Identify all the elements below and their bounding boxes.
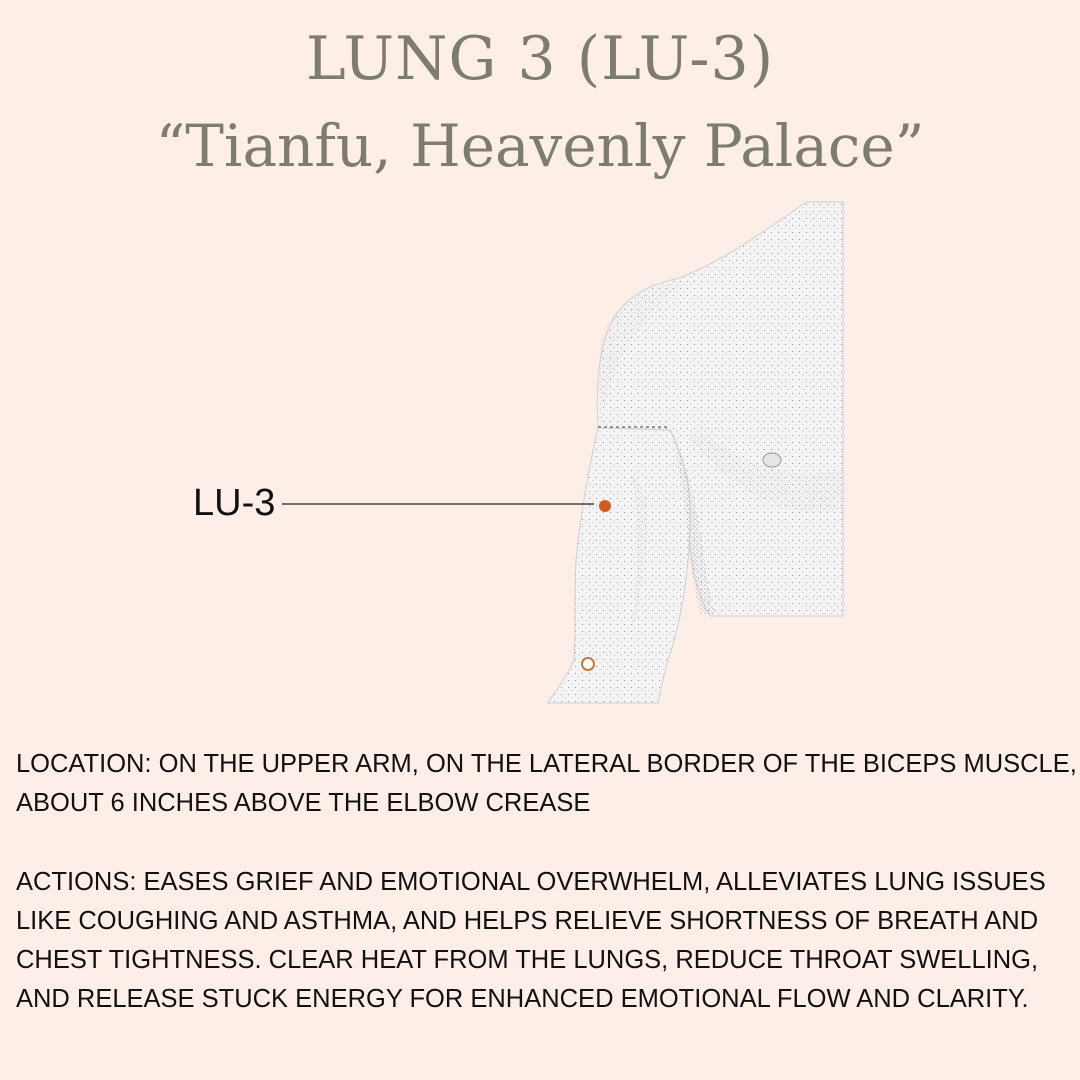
location-description: LOCATION: ON THE UPPER ARM, ON THE LATERAL BORDER OF THE BICEPS MUSCLE, ABOUT 6 INCHES ABOVE THE ELBOW CREASE bbox=[16, 750, 1077, 817]
point-name-subtitle: “Tianfu, Heavenly Palace” bbox=[155, 112, 925, 180]
upper-arm-shape bbox=[548, 428, 690, 703]
point-label: LU-3 bbox=[193, 482, 276, 524]
actions-description: ACTIONS: EASES GRIEF AND EMOTIONAL OVERWHELM, ALLEVIATES LUNG ISSUES LIKE COUGHING AND ASTHMA, AND HELPS RELIEVE SHORTNESS OF BREATH AND CHEST TIGHTNESS. CLEAR HEAT FROM THE LUNGS, REDUCE THROAT SWELLING, AND RELEASE STUCK ENERGY FOR ENHANCED EMOTIONAL FLOW AND CLARITY. bbox=[16, 868, 1046, 1013]
lu3-acupoint-marker bbox=[599, 500, 611, 512]
elbow-point-marker bbox=[582, 658, 594, 670]
page-title: LUNG 3 (LU-3) bbox=[305, 24, 775, 94]
nipple-mark bbox=[763, 453, 781, 467]
